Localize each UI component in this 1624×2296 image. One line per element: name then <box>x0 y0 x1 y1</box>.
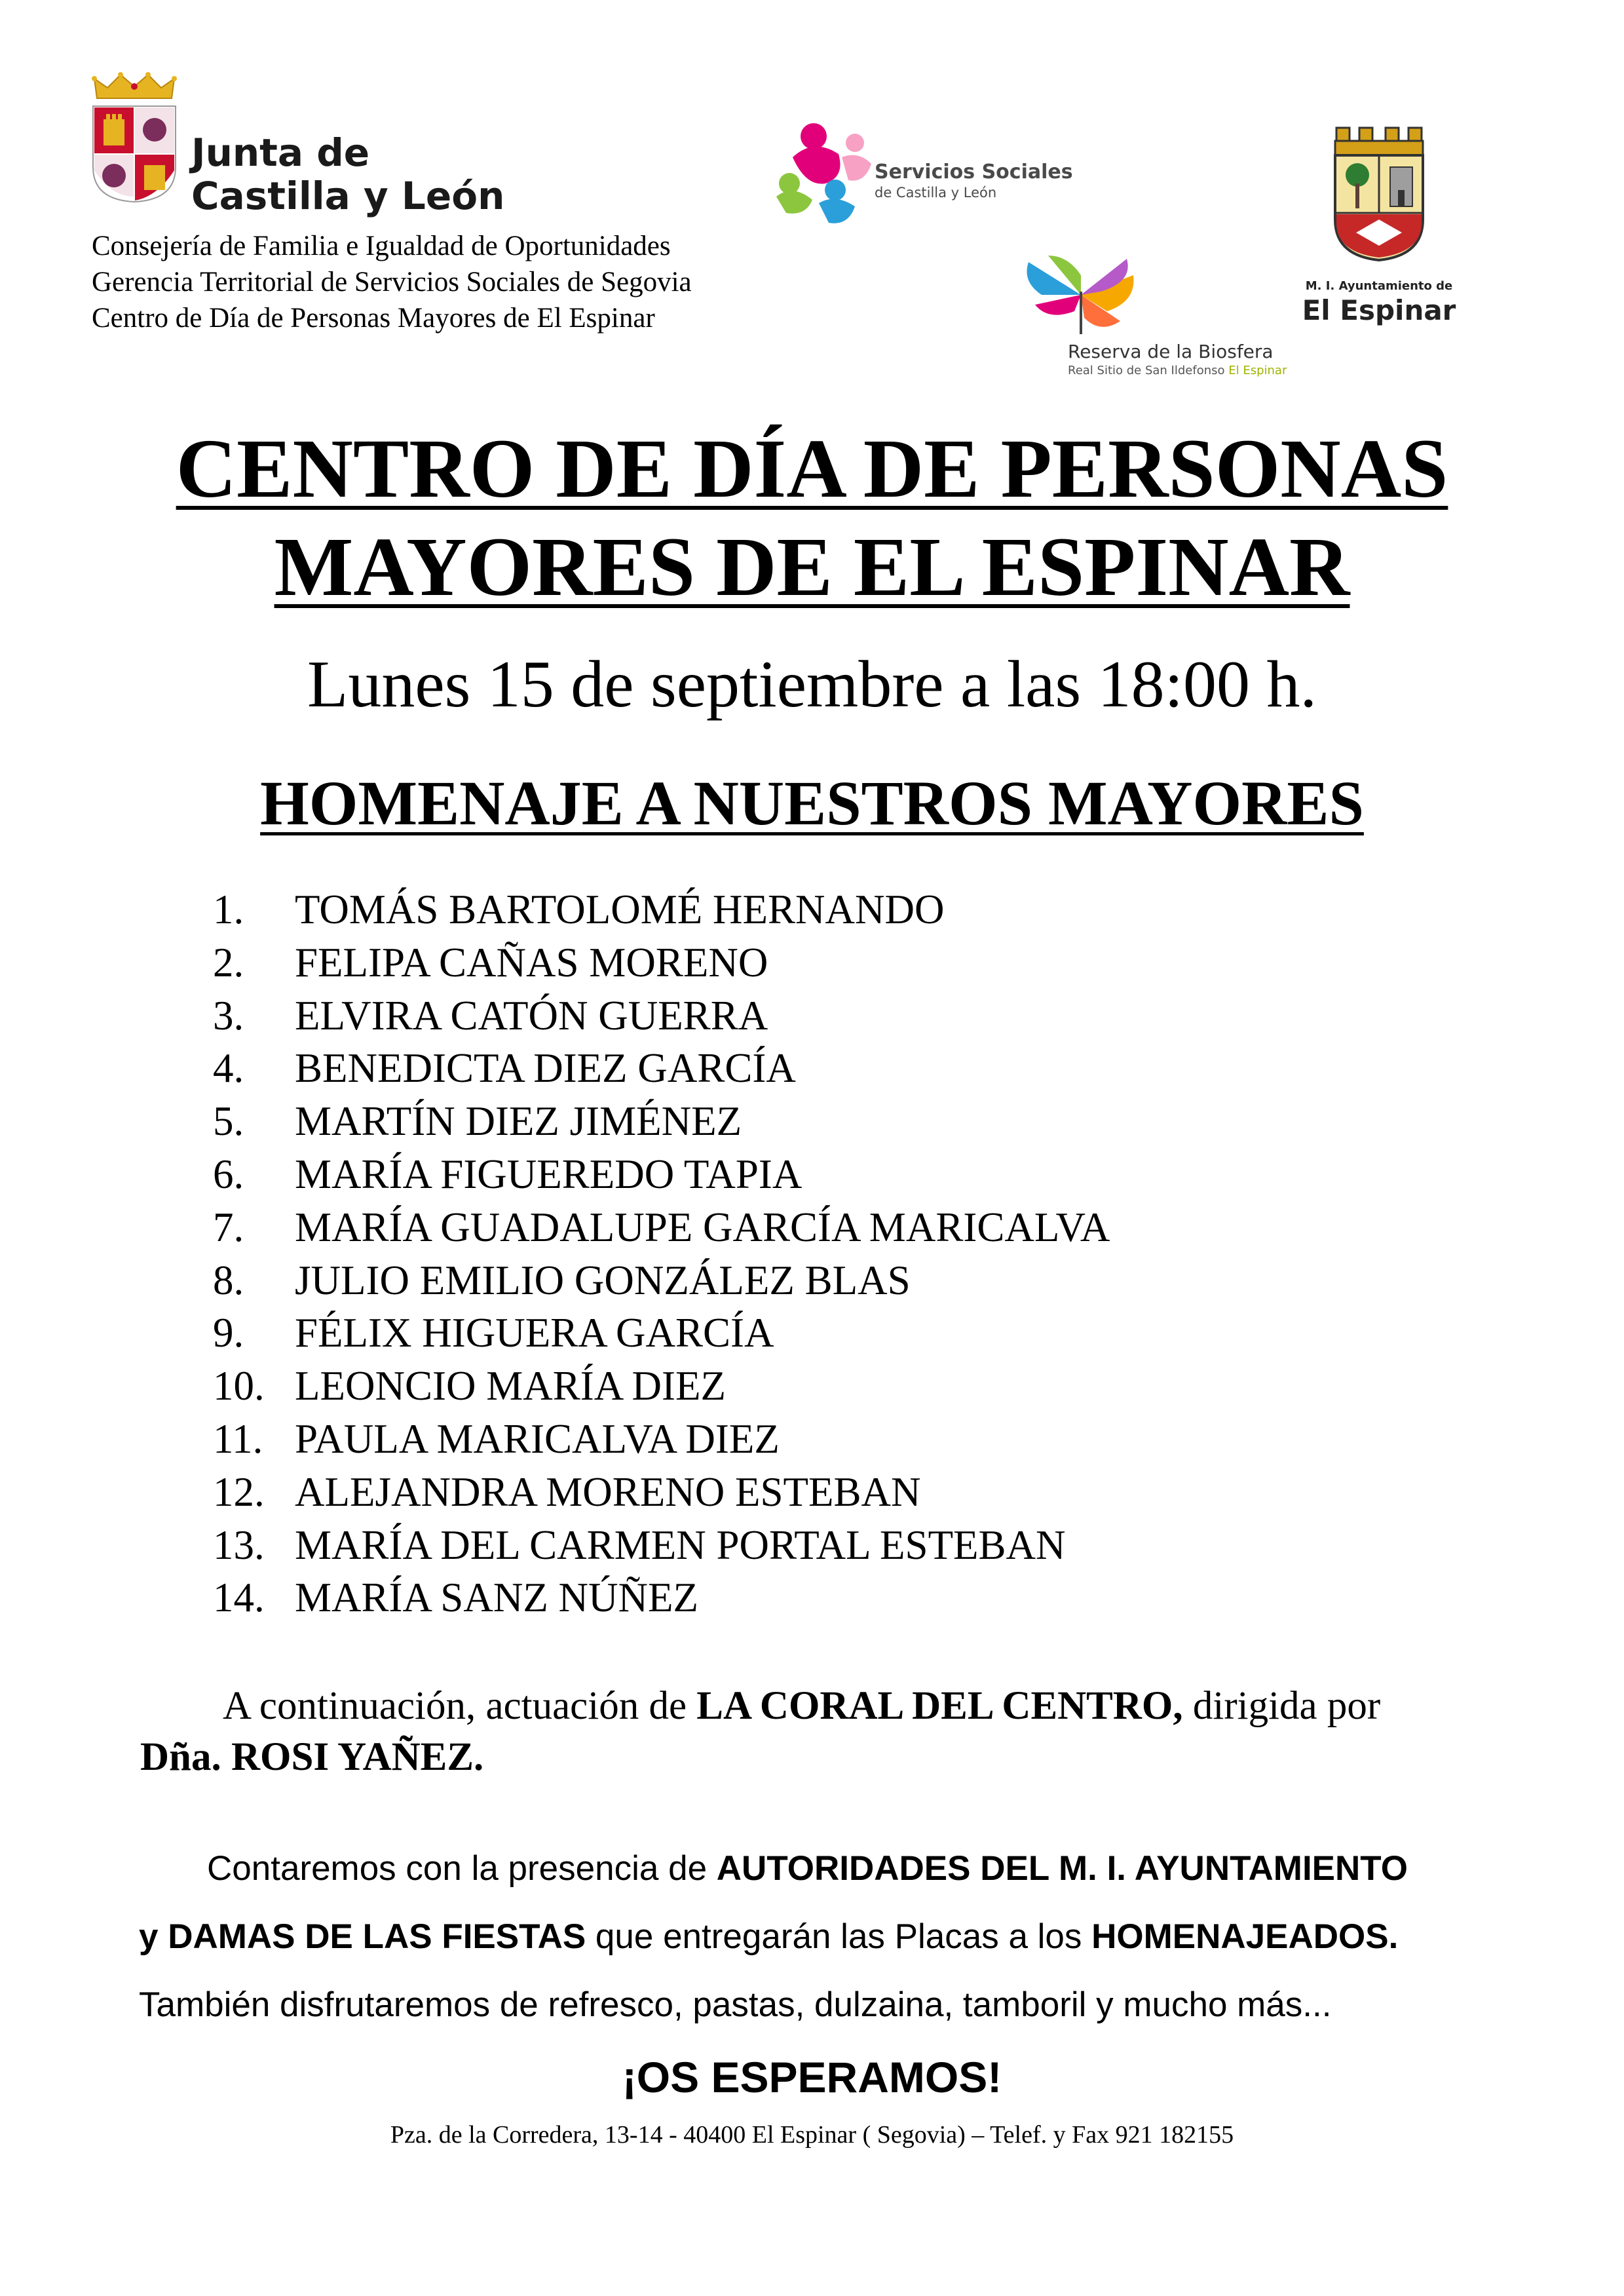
biosfera-sub <box>1068 363 1287 379</box>
list-item-number: 7. <box>213 1204 244 1250</box>
junta-crown-icon <box>92 72 177 101</box>
department-line-2: Gerencia Territorial de Servicios Sociales de Segovia <box>92 267 692 297</box>
department-line-1: Consejería de Familia e Igualdad de Oportunidades <box>92 231 671 261</box>
list-item-number: 10. <box>213 1363 265 1409</box>
list-item-name: FÉLIX HIGUERA GARCÍA <box>295 1310 774 1356</box>
list-item-number: 8. <box>213 1257 244 1303</box>
list-item-number: 14. <box>213 1575 265 1621</box>
list-item <box>0 1519 1624 1572</box>
footer-address: Pza. de la Corredera, 13-14 - 40400 El Espinar ( Segovia) – Telef. y Fax 921 182155 <box>390 2121 1234 2149</box>
list-item <box>0 883 1624 936</box>
closing-line: ¡OS ESPERAMOS! <box>622 2053 1002 2101</box>
junta-name-line2: Castilla y León <box>191 174 505 218</box>
list-item <box>0 989 1624 1043</box>
list-item-name: MARTÍN DIEZ JIMÉNEZ <box>295 1098 742 1145</box>
servicios-sociales-name: Servicios Sociales <box>875 161 1073 183</box>
list-item-name: MARÍA GUADALUPE GARCÍA MARICALVA <box>295 1204 1110 1250</box>
biosfera-sub-a: Real Sitio de San Ildefonso <box>1068 364 1225 377</box>
biosfera-sub-b: El Espinar <box>1228 364 1287 377</box>
list-item-name: MARÍA SANZ NÚÑEZ <box>295 1575 699 1621</box>
list-item <box>0 1095 1624 1148</box>
el-espinar-text <box>1284 278 1474 327</box>
presence-bold-3: HOMENAJEADOS. <box>1091 1917 1399 1956</box>
list-item-number: 9. <box>213 1310 244 1356</box>
homenaje-heading: HOMENAJE A NUESTROS MAYORES <box>260 768 1364 838</box>
ayuntamiento-label: M. I. Ayuntamiento de <box>1305 279 1453 293</box>
biosfera-name: Reserva de la Biosfera <box>1068 341 1274 362</box>
list-item <box>0 1201 1624 1254</box>
presence-paragraph <box>139 1835 1541 2039</box>
presence-bold-1: AUTORIDADES DEL M. I. AYUNTAMIENTO <box>716 1849 1408 1888</box>
department-line-3: Centro de Día de Personas Mayores de El Espinar <box>92 303 655 334</box>
list-item-name: JULIO EMILIO GONZÁLEZ BLAS <box>295 1257 911 1303</box>
honoree-list <box>0 883 1624 1624</box>
servicios-sociales-text <box>875 161 1073 201</box>
list-item-name: BENEDICTA DIEZ GARCÍA <box>295 1045 796 1092</box>
list-item-name: ALEJANDRA MORENO ESTEBAN <box>295 1468 921 1515</box>
el-espinar-shield-icon <box>1330 121 1428 262</box>
list-item-number: 11. <box>213 1415 263 1462</box>
list-item <box>0 1360 1624 1413</box>
servicios-sociales-sub: de Castilla y León <box>875 185 997 201</box>
coral-paragraph <box>140 1681 1529 1783</box>
list-item <box>0 1466 1624 1519</box>
list-item <box>0 1307 1624 1360</box>
biosfera-text <box>1068 341 1287 379</box>
list-item-number: 4. <box>213 1045 244 1092</box>
list-item <box>0 1413 1624 1466</box>
list-item-number: 6. <box>213 1151 244 1197</box>
list-item <box>0 1148 1624 1201</box>
list-item-number: 5. <box>213 1098 244 1145</box>
list-item-name: TOMÁS BARTOLOMÉ HERNANDO <box>295 887 945 932</box>
ayuntamiento-name: El Espinar <box>1302 294 1456 326</box>
list-item-name: ELVIRA CATÓN GUERRA <box>295 992 768 1039</box>
junta-name-line1: Junta de <box>191 130 370 175</box>
junta-name <box>191 131 504 218</box>
page-title-line2: MAYORES DE EL ESPINAR <box>274 520 1350 613</box>
presence-line-3: También disfrutaremos de refresco, pastas, dulzaina, tamboril y mucho más... <box>139 1985 1332 2024</box>
event-date: Lunes 15 de septiembre a las 18:00 h. <box>307 647 1317 721</box>
list-item-name: MARÍA DEL CARMEN PORTAL ESTEBAN <box>295 1521 1066 1568</box>
presence-text-1: Contaremos con la presencia de <box>207 1849 717 1888</box>
list-item-name: FELIPA CAÑAS MORENO <box>295 939 768 985</box>
coral-director: Dña. ROSI YAÑEZ. <box>140 1735 484 1779</box>
list-item <box>0 936 1624 989</box>
list-item <box>0 1042 1624 1095</box>
list-item-number: 2. <box>213 939 244 985</box>
coral-bold-1: LA CORAL DEL CENTRO, <box>696 1684 1183 1728</box>
page-title <box>0 419 1624 616</box>
list-item-name: LEONCIO MARÍA DIEZ <box>295 1363 726 1409</box>
list-item-number: 13. <box>213 1521 265 1568</box>
list-item-number: 1. <box>213 887 244 932</box>
presence-text-2: que entregarán las Placas a los <box>586 1917 1092 1956</box>
presence-bold-2: y DAMAS DE LAS FIESTAS <box>139 1917 586 1956</box>
coral-text-2: dirigida por <box>1182 1684 1381 1728</box>
page-title-line1: CENTRO DE DÍA DE PERSONAS <box>176 422 1448 515</box>
list-item <box>0 1254 1624 1307</box>
department-lines <box>92 228 692 336</box>
junta-shield-icon <box>92 105 177 203</box>
list-item-name: MARÍA FIGUEREDO TAPIA <box>295 1151 803 1197</box>
list-item-number: 12. <box>213 1468 265 1515</box>
coral-text-1: A continuación, actuación de <box>223 1684 697 1728</box>
list-item <box>0 1571 1624 1624</box>
list-item-name: PAULA MARICALVA DIEZ <box>295 1415 780 1462</box>
list-item-number: 3. <box>213 992 244 1039</box>
